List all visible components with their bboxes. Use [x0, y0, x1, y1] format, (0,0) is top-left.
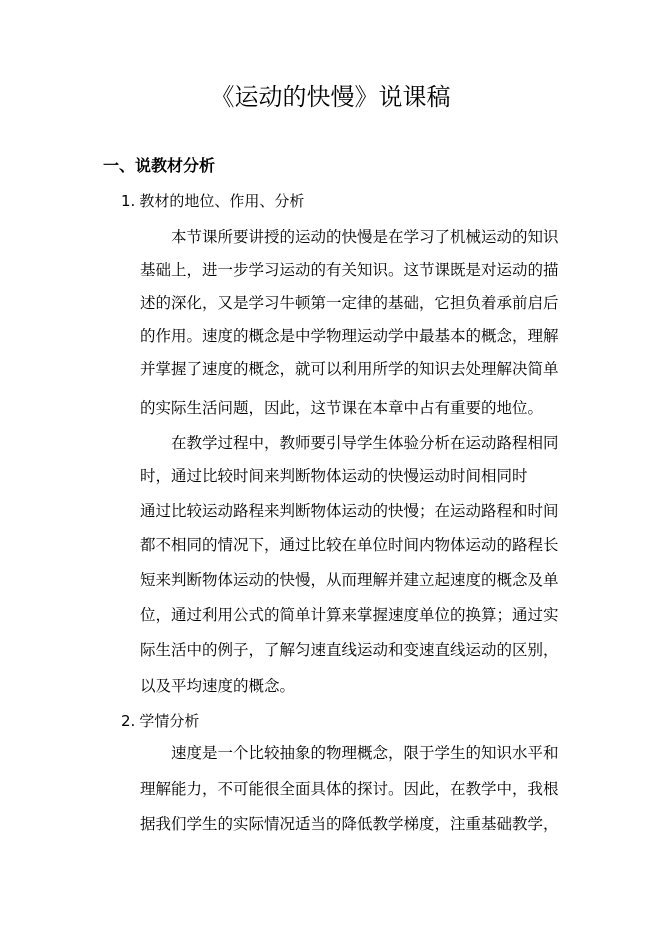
subsection-heading-2 — [121, 710, 199, 732]
paragraph-line: 际生活中的例子，了解匀速直线运动和变速直线运动的区别， — [140, 641, 559, 659]
paragraph-line: 都不相同的情况下，通过比较在单位时间内物体运动的路程长 — [140, 536, 559, 554]
subsection-label: 学情分析 — [139, 712, 200, 730]
section-heading: 一、说教材分析 — [103, 156, 216, 175]
subsection-label: 教材的地位、作用、分析 — [139, 192, 305, 210]
paragraph-line: 并掌握了速度的概念，就可以利用所学的知识去处理解决简单 — [140, 360, 559, 378]
paragraph-line: 位，通过利用公式的简单计算来掌握速度单位的换算；通过实 — [140, 606, 559, 624]
paragraph-line: 述的深化，又是学习牛顿第一定律的基础，它担负着承前启后 — [140, 294, 559, 312]
document-title: 《运动的快慢》说课稿 — [210, 83, 451, 111]
paragraph-line: 的作用。速度的概念是中学物理运动学中最基本的概念，理解 — [140, 327, 559, 345]
paragraph-line: 基础上，进一步学习运动的有关知识。这节课既是对运动的描 — [140, 261, 559, 279]
subsection-number: 2. — [121, 712, 136, 730]
paragraph-line: 据我们学生的实际情况适当的降低教学梯度，注重基础教学， — [140, 815, 559, 833]
paragraph-line: 在教学过程中，教师要引导学生体验分析在运动路程相同 — [171, 434, 559, 452]
paragraph-line: 时，通过比较时间来判断物体运动的快慢运动时间相同时 — [140, 467, 528, 485]
subsection-number: 1. — [121, 192, 136, 210]
paragraph-line: 短来判断物体运动的快慢，从而理解并建立起速度的概念及单 — [140, 571, 559, 589]
subsection-heading-1 — [121, 190, 304, 212]
paragraph-line: 本节课所要讲授的运动的快慢是在学习了机械运动的知识 — [171, 228, 559, 246]
paragraph-line: 以及平均速度的概念。 — [140, 677, 296, 695]
paragraph-line: 的实际生活问题，因此，这节课在本章中占有重要的地位。 — [140, 399, 544, 417]
paragraph-line: 理解能力，不可能很全面具体的探讨。因此，在教学中，我根 — [140, 780, 559, 798]
paragraph-line: 通过比较运动路程来判断物体运动的快慢；在运动路程和时间 — [140, 502, 559, 520]
paragraph-line: 速度是一个比较抽象的物理概念，限于学生的知识水平和 — [171, 744, 559, 762]
